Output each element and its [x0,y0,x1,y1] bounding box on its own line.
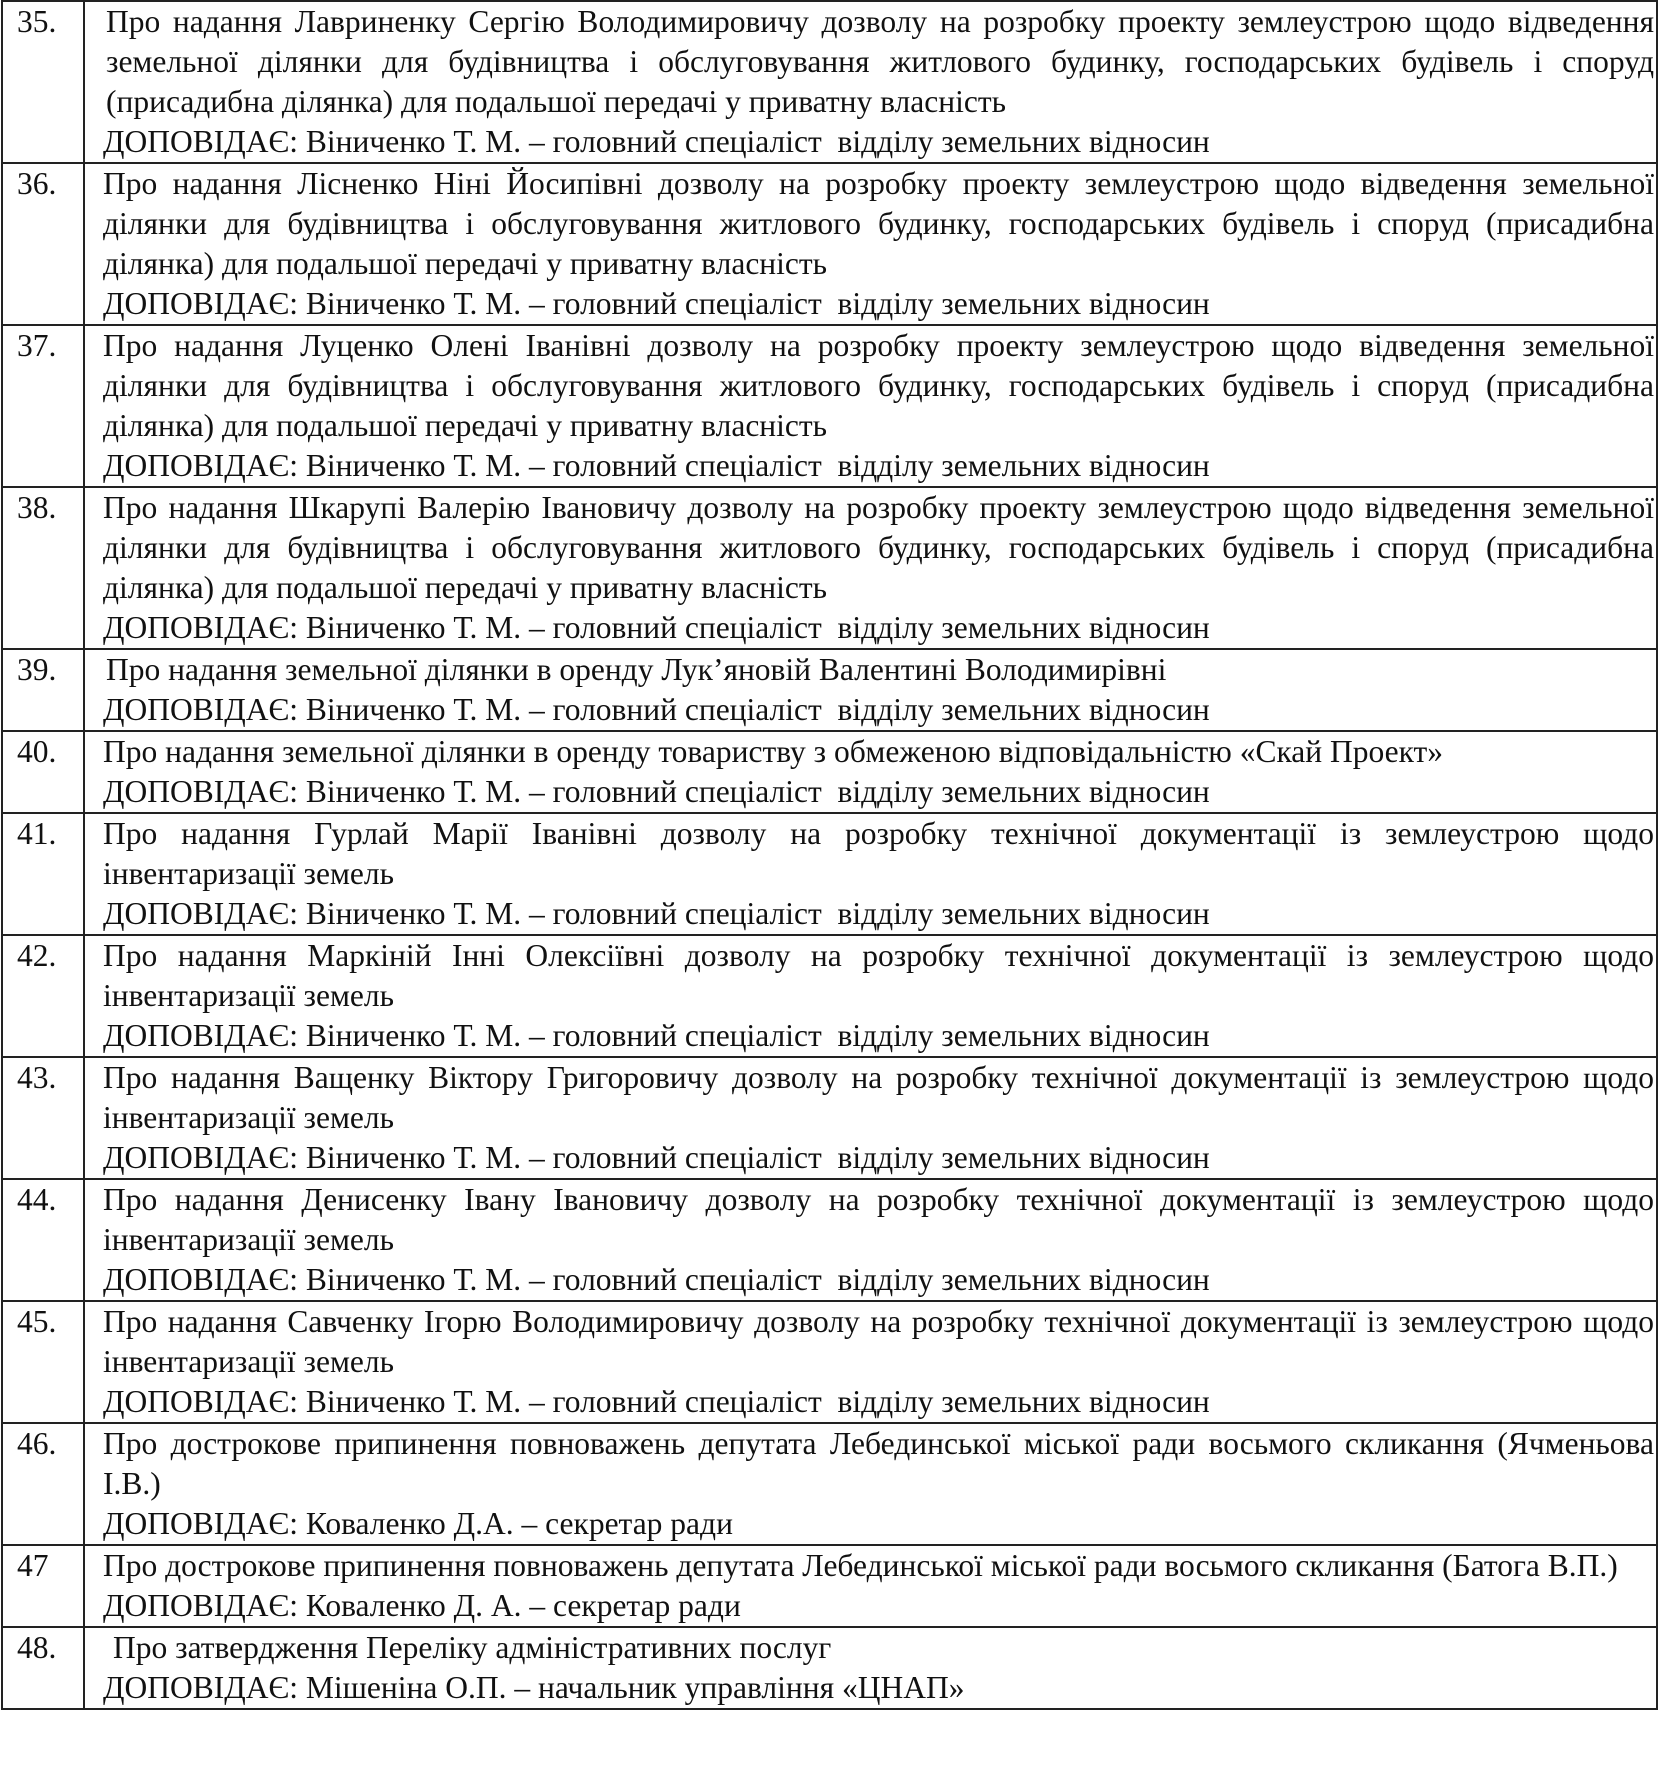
agenda-table [1,0,1658,1710]
item-content [84,487,1657,649]
item-content [84,731,1657,813]
item-title: Про надання Ващенку Віктору Григоровичу дозволу на розробку технічної документації із землеустрою щодо інвентаризації земель [103,1060,1654,1135]
item-reporter: ДОПОВІДАЄ: Віниченко Т. М. – головний спеціаліст відділу земельних відносин [103,1384,1210,1419]
item-number: 35. [2,1,84,163]
item-title: Про надання Луценко Олені Іванівні дозволу на розробку проекту землеустрою щодо відведення земельної ділянки для будівництва і обслуговування житлового будинку, господарських будівель і споруд (присадибна ділянка) для подальшої передачі у приватну власність [103,328,1654,443]
item-number: 43. [2,1057,84,1179]
table-row [2,1179,1657,1301]
item-title: Про надання Савченку Ігорю Володимировичу дозволу на розробку технічної документації із землеустрою щодо інвентаризації земель [103,1304,1654,1379]
item-number: 40. [2,731,84,813]
item-number: 41. [2,813,84,935]
item-reporter: ДОПОВІДАЄ: Віниченко Т. М. – головний спеціаліст відділу земельних відносин [103,124,1210,159]
item-title: Про надання Маркіній Інні Олексіївні дозволу на розробку технічної документації із землеустрою щодо інвентаризації земель [103,938,1654,1013]
item-title: Про надання Лавриненку Сергію Володимировичу дозволу на розробку проекту землеустрою щодо відведення земельної ділянки для будівництва і обслуговування житлового будинку, господарських будівель і споруд (присадибна ділянка) для подальшої передачі у приватну власність [106,4,1654,119]
item-number: 39. [2,649,84,731]
item-title: Про надання Лісненко Ніні Йосипівні дозволу на розробку проекту землеустрою щодо відведення земельної ділянки для будівництва і обслуговування житлового будинку, господарських будівель і споруд (присадибна ділянка) для подальшої передачі у приватну власність [103,166,1654,281]
item-reporter: ДОПОВІДАЄ: Віниченко Т. М. – головний спеціаліст відділу земельних відносин [103,692,1210,727]
item-title: Про надання земельної ділянки в оренду товариству з обмеженою відповідальністю «Скай Проект» [103,734,1444,769]
item-title: Про дострокове припинення повноважень депутата Лебединської міської ради восьмого скликання (Ячменьова І.В.) [103,1426,1654,1501]
table-row [2,813,1657,935]
table-row [2,487,1657,649]
table-row [2,649,1657,731]
item-content [84,1627,1657,1709]
item-number: 45. [2,1301,84,1423]
item-reporter: ДОПОВІДАЄ: Віниченко Т. М. – головний спеціаліст відділу земельних відносин [103,286,1210,321]
item-number: 44. [2,1179,84,1301]
item-reporter: ДОПОВІДАЄ: Коваленко Д. А. – секретар ради [103,1588,741,1623]
item-reporter: ДОПОВІДАЄ: Віниченко Т. М. – головний спеціаліст відділу земельних відносин [103,1018,1210,1053]
item-content [84,813,1657,935]
table-row [2,163,1657,325]
table-row [2,1545,1657,1627]
item-reporter: ДОПОВІДАЄ: Віниченко Т. М. – головний спеціаліст відділу земельних відносин [103,610,1210,645]
item-number: 48. [2,1627,84,1709]
item-content [84,1301,1657,1423]
item-number: 47 [2,1545,84,1627]
table-row [2,1423,1657,1545]
item-content [84,1423,1657,1545]
item-number: 37. [2,325,84,487]
item-title: Про надання Шкарупі Валерію Івановичу дозволу на розробку проекту землеустрою щодо відведення земельної ділянки для будівництва і обслуговування житлового будинку, господарських будівель і споруд (присадибна ділянка) для подальшої передачі у приватну власність [103,490,1654,605]
table-row [2,731,1657,813]
item-reporter: ДОПОВІДАЄ: Мішеніна О.П. – начальник управління «ЦНАП» [103,1670,965,1705]
item-title: Про надання Гурлай Марії Іванівні дозволу на розробку технічної документації із землеустрою щодо інвентаризації земель [103,816,1654,891]
item-title: Про дострокове припинення повноважень депутата Лебединської міської ради восьмого скликання (Батога В.П.) [103,1548,1618,1583]
table-row [2,1,1657,163]
table-row [2,935,1657,1057]
item-title: Про надання земельної ділянки в оренду Лук’яновій Валентині Володимирівні [106,652,1167,687]
item-content [84,1545,1657,1627]
item-title: Про надання Денисенку Івану Івановичу дозволу на розробку технічної документації із землеустрою щодо інвентаризації земель [103,1182,1654,1257]
table-row [2,1301,1657,1423]
item-reporter: ДОПОВІДАЄ: Віниченко Т. М. – головний спеціаліст відділу земельних відносин [103,448,1210,483]
item-number: 46. [2,1423,84,1545]
item-content [84,649,1657,731]
table-row [2,1057,1657,1179]
item-reporter: ДОПОВІДАЄ: Віниченко Т. М. – головний спеціаліст відділу земельних відносин [103,1262,1210,1297]
table-row [2,325,1657,487]
item-content [84,1057,1657,1179]
item-reporter: ДОПОВІДАЄ: Віниченко Т. М. – головний спеціаліст відділу земельних відносин [103,896,1210,931]
table-row [2,1627,1657,1709]
item-number: 36. [2,163,84,325]
item-title: Про затвердження Переліку адміністративних послуг [113,1630,832,1665]
item-content [84,1179,1657,1301]
item-content [84,163,1657,325]
item-number: 38. [2,487,84,649]
item-content [84,935,1657,1057]
item-content [84,325,1657,487]
item-reporter: ДОПОВІДАЄ: Віниченко Т. М. – головний спеціаліст відділу земельних відносин [103,774,1210,809]
item-content [84,1,1657,163]
item-number: 42. [2,935,84,1057]
item-reporter: ДОПОВІДАЄ: Коваленко Д.А. – секретар ради [103,1506,733,1541]
item-reporter: ДОПОВІДАЄ: Віниченко Т. М. – головний спеціаліст відділу земельних відносин [103,1140,1210,1175]
